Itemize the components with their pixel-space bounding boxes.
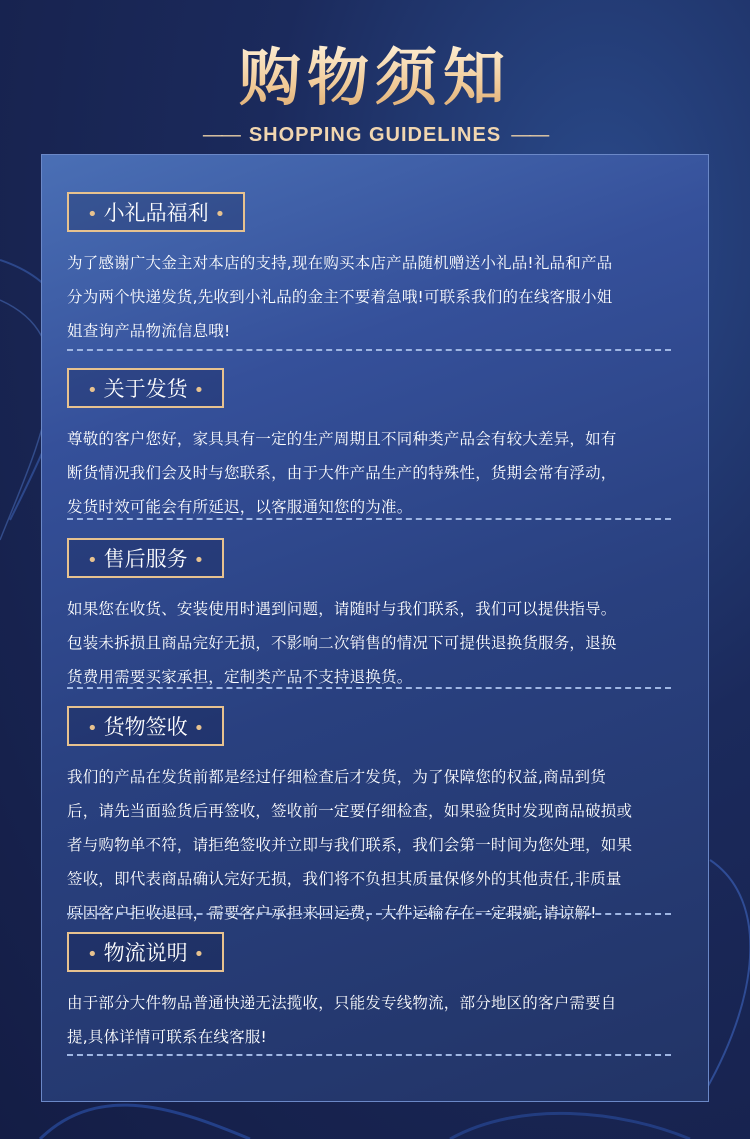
- guidelines-card: [41, 154, 709, 1102]
- section-receipt: [67, 706, 687, 930]
- section-label: 物流说明: [103, 941, 188, 965]
- bullet-dot-icon: •: [87, 204, 98, 225]
- section-divider: [67, 687, 671, 689]
- subtitle-dash-left: ——: [202, 124, 239, 146]
- section-text: 由于部分大件物品普通快递无法揽收，只能发专线物流，部分地区的客户需要自 提,具体详情可联系在线客服!: [67, 994, 617, 1046]
- bullet-dot-icon: •: [87, 380, 98, 401]
- section-label-badge: [67, 368, 224, 408]
- subtitle-text: SHOPPING GUIDELINES: [248, 124, 502, 146]
- section-text: 尊敬的客户您好，家具具有一定的生产周期且不同种类产品会有较大差异，如有 断货情况我们会及时与您联系，由于大件产品生产的特殊性，货期会常有浮动， 发货时效可能会有所延迟，以客服通知您的为准。: [67, 430, 617, 516]
- section-divider: [67, 913, 671, 915]
- section-divider: [67, 1054, 671, 1056]
- section-text: 为了感谢广大金主对本店的支持,现在购买本店产品随机赠送小礼品!礼品和产品 分为两个快递发货,先收到小礼品的金主不要着急哦!可联系我们的在线客服小姐 姐查询产品物流信息哦!: [67, 254, 613, 340]
- section-divider: [67, 349, 671, 351]
- section-text: 如果您在收货、安装使用时遇到问题，请随时与我们联系，我们可以提供指导。 包装未拆损且商品完好无损，不影响二次销售的情况下可提供退换货服务，退换 货费用需要买家承担，定制类产品不支持退换货。: [67, 600, 617, 686]
- section-label: 售后服务: [103, 547, 188, 571]
- section-shipping: [67, 368, 687, 524]
- section-label: 关于发货: [103, 377, 188, 401]
- bullet-dot-icon: •: [193, 944, 205, 965]
- bullet-dot-icon: •: [87, 550, 98, 571]
- section-label-badge: [67, 932, 224, 972]
- bullet-dot-icon: •: [193, 550, 205, 571]
- section-label: 货物签收: [103, 715, 188, 739]
- section-after-sales: [67, 538, 687, 694]
- section-label: 小礼品福利: [103, 201, 209, 225]
- section-label-badge: [67, 706, 224, 746]
- section-logistics: [67, 932, 687, 1054]
- bullet-dot-icon: •: [214, 204, 226, 225]
- bullet-dot-icon: •: [87, 718, 98, 739]
- section-label-badge: [67, 538, 224, 578]
- bullet-dot-icon: •: [87, 944, 98, 965]
- section-text: 我们的产品在发货前都是经过仔细检查后才发货，为了保障您的权益,商品到货 后，请先当面验货后再签收，签收前一定要仔细检查，如果验货时发现商品破损或 者与购物单不符，请拒绝签收并立即与我们联系，我们会第一时间为您处理，如果 签收，即代表商品确认完好无损，我们将不负担其质量保修外的其他责任,非质量 原因客户拒收退回，需要客户承担来回运费，大件运输存在一定瑕疵,请谅解!: [67, 768, 633, 922]
- section-divider: [67, 518, 671, 520]
- page-title: 购物须知: [0, 38, 750, 118]
- section-label-badge: [67, 192, 245, 232]
- bullet-dot-icon: •: [193, 380, 205, 401]
- bullet-dot-icon: •: [193, 718, 205, 739]
- subtitle-dash-right: ——: [511, 124, 548, 146]
- page-subtitle: [0, 120, 750, 150]
- section-gift: [67, 192, 687, 348]
